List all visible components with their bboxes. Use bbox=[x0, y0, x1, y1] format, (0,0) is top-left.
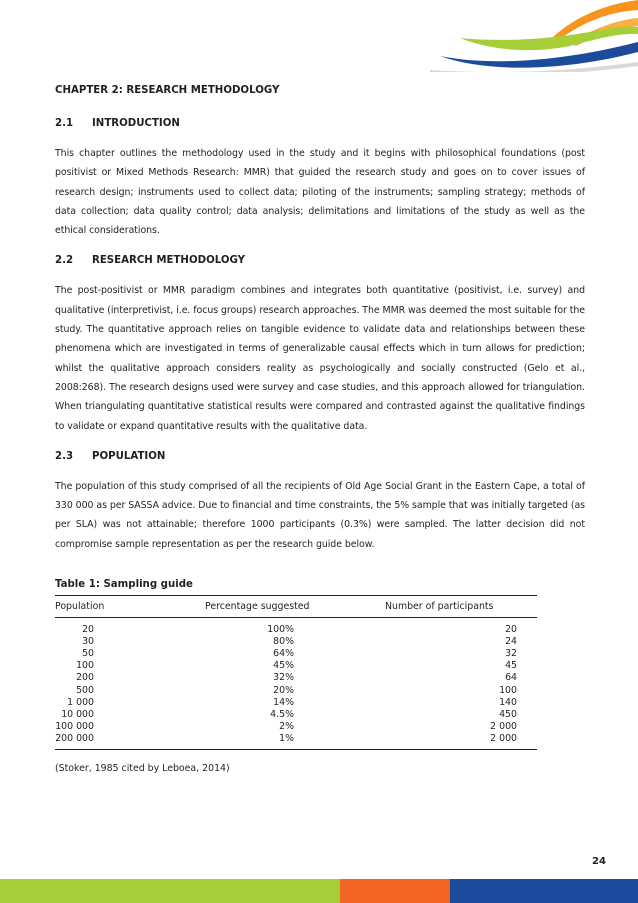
footer-color-bar bbox=[0, 879, 638, 903]
cell-percentage: 2% bbox=[279, 720, 294, 732]
section-title: RESEARCH METHODOLOGY bbox=[92, 255, 246, 267]
section-number: 2.2 bbox=[55, 255, 74, 267]
cell-percentage: 64% bbox=[273, 648, 294, 660]
cell-population: 100 bbox=[76, 660, 94, 672]
cell-population: 100 000 bbox=[55, 720, 94, 732]
cell-percentage: 80% bbox=[273, 636, 294, 648]
cell-percentage: 4.5% bbox=[270, 708, 294, 720]
cell-population: 200 bbox=[76, 672, 94, 684]
page-number: 24 bbox=[592, 856, 606, 867]
table-title: Table 1: Sampling guide bbox=[55, 579, 193, 591]
cell-population: 10 000 bbox=[61, 708, 94, 720]
table-row bbox=[55, 697, 585, 709]
cell-population: 30 bbox=[82, 636, 94, 648]
cell-population: 20 bbox=[82, 624, 94, 636]
cell-percentage: 1% bbox=[279, 732, 294, 744]
chapter-title: CHAPTER 2: RESEARCH METHODOLOGY bbox=[55, 85, 280, 96]
section-title: POPULATION bbox=[92, 450, 166, 462]
page-content bbox=[55, 84, 585, 775]
table-row bbox=[55, 648, 585, 660]
footer-blue-segment bbox=[450, 879, 638, 903]
table-row bbox=[55, 685, 585, 697]
cell-participants: 24 bbox=[505, 636, 517, 648]
footer-green-segment bbox=[0, 879, 340, 903]
logo-green-swoosh bbox=[460, 27, 638, 51]
cell-participants: 32 bbox=[505, 648, 517, 660]
cell-percentage: 32% bbox=[273, 672, 294, 684]
cell-population: 1 000 bbox=[67, 696, 94, 708]
table-row bbox=[55, 672, 585, 684]
cell-percentage: 20% bbox=[273, 684, 294, 696]
cell-percentage: 14% bbox=[273, 696, 294, 708]
cell-participants: 450 bbox=[499, 708, 517, 720]
table-header bbox=[55, 596, 585, 617]
table-source: (Stoker, 1985 cited by Leboea, 2014) bbox=[55, 762, 230, 774]
section-heading-research-methodology bbox=[55, 254, 585, 267]
section-number: 2.1 bbox=[55, 118, 74, 129]
table-row bbox=[55, 721, 585, 733]
table-row bbox=[55, 660, 585, 672]
section-title: INTRODUCTION bbox=[92, 118, 180, 129]
table-row bbox=[55, 624, 585, 636]
cell-population: 50 bbox=[82, 648, 94, 660]
table-row bbox=[55, 636, 585, 648]
section-heading-introduction bbox=[55, 117, 585, 130]
section-number: 2.3 bbox=[55, 450, 74, 462]
column-header-participants: Number of participants bbox=[385, 601, 494, 613]
table-row bbox=[55, 733, 585, 745]
column-header-percentage: Percentage suggested bbox=[205, 601, 310, 613]
table-row bbox=[55, 709, 585, 721]
cell-participants: 140 bbox=[499, 696, 517, 708]
section-body-introduction: This chapter outlines the methodology used in the study and it begins with philosophical foundations (post positivist or Mixed Methods Research: MMR) that guided the research study and goes on to cover issues of research design; instruments used to collect data; piloting of the instruments; sampling strategy; methods of data collection; data quality control; data analysis; delimitations and limitations of the study as well as the ethical considerations. bbox=[55, 148, 585, 237]
cell-participants: 64 bbox=[505, 672, 517, 684]
institution-logo bbox=[430, 0, 638, 72]
footer-orange-segment bbox=[340, 879, 450, 903]
cell-percentage: 45% bbox=[273, 660, 294, 672]
section-body-research-methodology: The post-positivist or MMR paradigm combines and integrates both quantitative (positivist, i.e. survey) and qualitative (interpretivist, i.e. focus groups) research approaches. The MMR was deemed the most suitable for the study. The quantitative approach relies on tangible evidence to validate data and relationships between these phenomena which are investigated in terms of generalizable causal effects which in turn allows for prediction; whilst the qualitative approach considers reality as psychologically and socially constructed (Gelo et al., 2008:268). The research designs used were survey and case studies, and this approach allowed for triangulation. When triangulating quantitative statistical results were compared and contrasted against the qualitative findings to validate or expand quantitative results with the qualitative data. bbox=[55, 285, 585, 432]
cell-population: 200 000 bbox=[55, 732, 94, 744]
cell-participants: 2 000 bbox=[490, 720, 517, 732]
cell-participants: 100 bbox=[499, 684, 517, 696]
column-header-population: Population bbox=[55, 601, 105, 613]
section-body-population: The population of this study comprised of all the recipients of Old Age Social Grant in the Eastern Cape, a total of 330 000 as per SASSA advice. Due to financial and time constraints, the 5% sample that was initially targeted (as per SLA) was not attainable; therefore 1000 participants (0.3%) were sampled. The latter decision did not compromise sample representation as per the research guide below. bbox=[55, 480, 585, 550]
table-body bbox=[55, 618, 585, 749]
cell-percentage: 100% bbox=[267, 624, 294, 636]
cell-participants: 45 bbox=[505, 660, 517, 672]
cell-participants: 20 bbox=[505, 624, 517, 636]
cell-population: 500 bbox=[76, 684, 94, 696]
section-heading-population bbox=[55, 450, 585, 463]
cell-participants: 2 000 bbox=[490, 732, 517, 744]
